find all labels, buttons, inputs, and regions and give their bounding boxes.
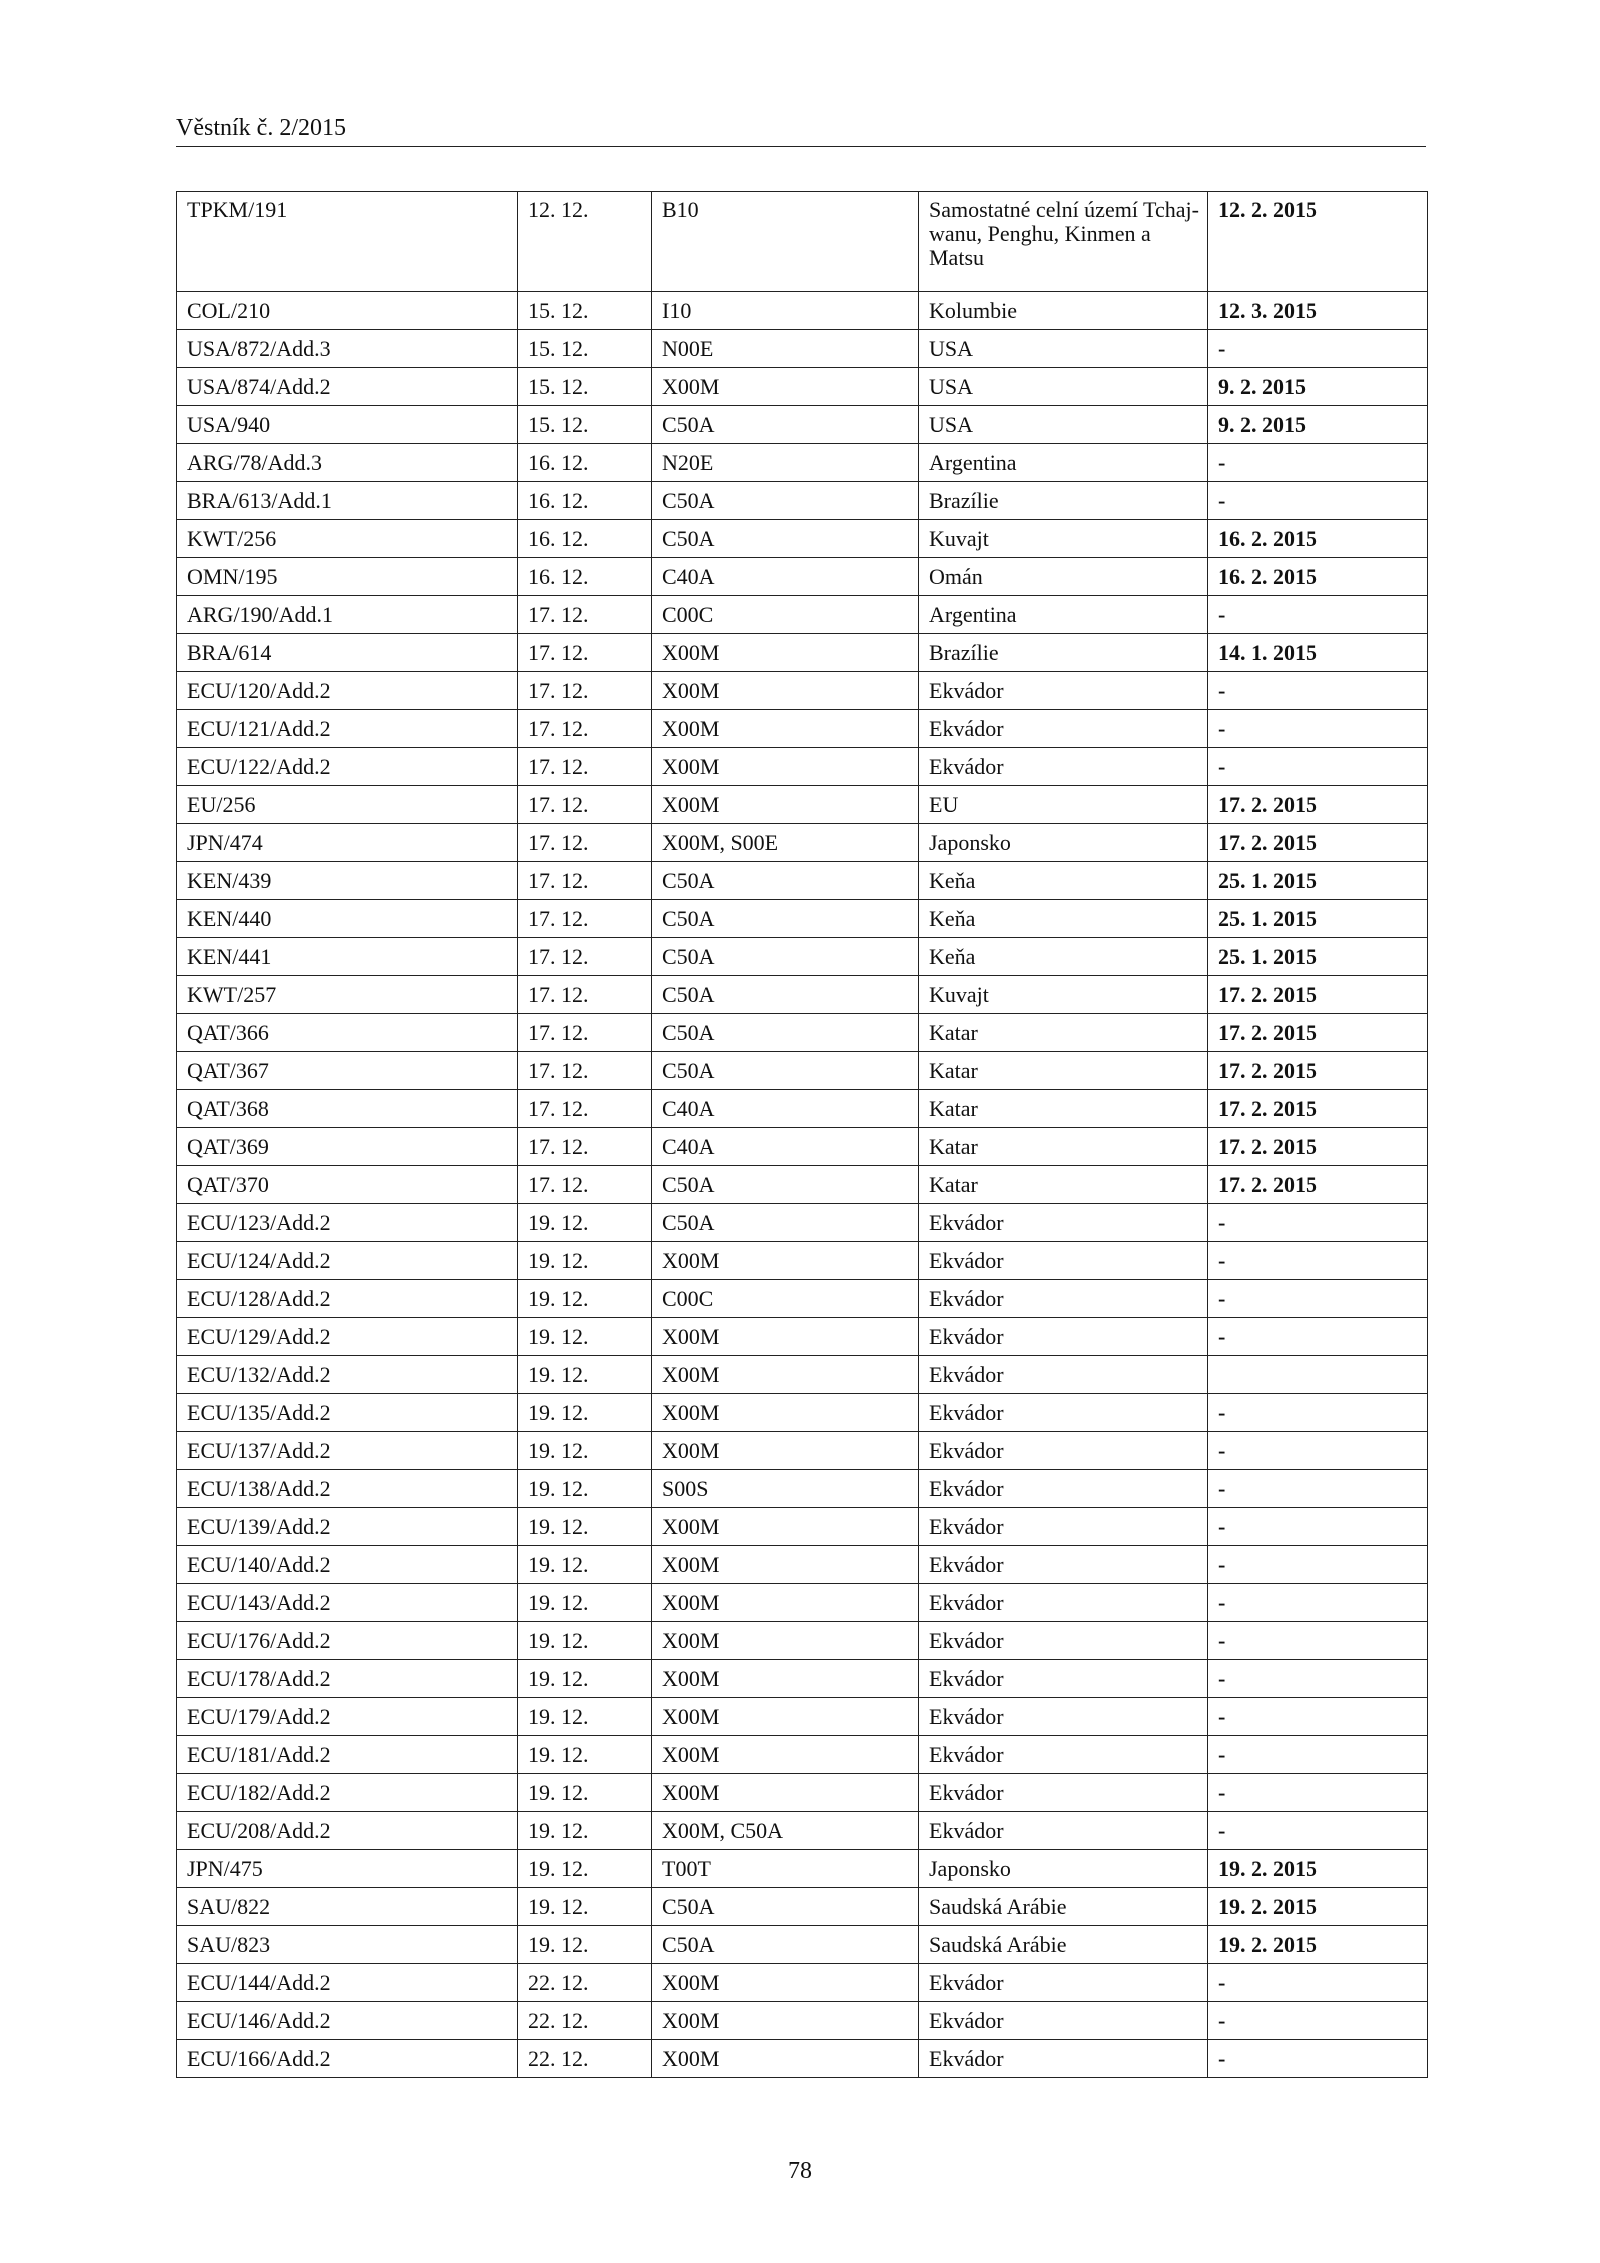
notification-date-cell: 19. 12.	[518, 1736, 652, 1774]
document-code-cell: ECU/122/Add.2	[177, 748, 518, 786]
document-code-cell: QAT/369	[177, 1128, 518, 1166]
deadline-cell: 25. 1. 2015	[1208, 900, 1428, 938]
deadline-cell: -	[1208, 1470, 1428, 1508]
document-code-cell: KEN/441	[177, 938, 518, 976]
table-row	[177, 1394, 1428, 1432]
deadline-cell: 25. 1. 2015	[1208, 862, 1428, 900]
notification-date-cell: 17. 12.	[518, 824, 652, 862]
document-code-cell: ECU/143/Add.2	[177, 1584, 518, 1622]
deadline-cell: -	[1208, 1812, 1428, 1850]
table-row	[177, 1964, 1428, 2002]
document-code-cell: BRA/614	[177, 634, 518, 672]
notification-date-cell: 22. 12.	[518, 1964, 652, 2002]
table-row	[177, 368, 1428, 406]
ics-code-cell: C50A	[652, 1052, 919, 1090]
document-code-cell: KWT/256	[177, 520, 518, 558]
country-cell: Samostatné celní území Tchaj-wanu, Penghu, Kinmen a Matsu	[919, 192, 1208, 292]
notification-date-cell: 19. 12.	[518, 1356, 652, 1394]
country-cell: Ekvádor	[919, 1660, 1208, 1698]
notification-date-cell: 17. 12.	[518, 786, 652, 824]
document-code-cell: TPKM/191	[177, 192, 518, 292]
country-cell: Ekvádor	[919, 1774, 1208, 1812]
table-row	[177, 1850, 1428, 1888]
table-row	[177, 672, 1428, 710]
document-code-cell: QAT/367	[177, 1052, 518, 1090]
country-cell: Kolumbie	[919, 292, 1208, 330]
country-cell: USA	[919, 368, 1208, 406]
country-cell: Omán	[919, 558, 1208, 596]
table-row	[177, 786, 1428, 824]
notification-date-cell: 19. 12.	[518, 1774, 652, 1812]
table-row	[177, 406, 1428, 444]
notification-date-cell: 15. 12.	[518, 330, 652, 368]
document-code-cell: JPN/474	[177, 824, 518, 862]
ics-code-cell: C50A	[652, 1204, 919, 1242]
document-code-cell: ECU/176/Add.2	[177, 1622, 518, 1660]
deadline-cell: 14. 1. 2015	[1208, 634, 1428, 672]
document-code-cell: OMN/195	[177, 558, 518, 596]
deadline-cell: -	[1208, 1736, 1428, 1774]
document-code-cell: ECU/121/Add.2	[177, 710, 518, 748]
document-code-cell: ECU/139/Add.2	[177, 1508, 518, 1546]
table-row	[177, 862, 1428, 900]
country-cell: Ekvádor	[919, 1546, 1208, 1584]
deadline-cell: -	[1208, 1242, 1428, 1280]
notification-date-cell: 17. 12.	[518, 710, 652, 748]
deadline-cell: -	[1208, 2002, 1428, 2040]
notification-date-cell: 22. 12.	[518, 2002, 652, 2040]
ics-code-cell: X00M	[652, 1698, 919, 1736]
ics-code-cell: I10	[652, 292, 919, 330]
country-cell: Kuvajt	[919, 976, 1208, 1014]
document-code-cell: KWT/257	[177, 976, 518, 1014]
country-cell: Japonsko	[919, 1850, 1208, 1888]
document-code-cell: ECU/123/Add.2	[177, 1204, 518, 1242]
ics-code-cell: C50A	[652, 1166, 919, 1204]
table-row	[177, 444, 1428, 482]
document-code-cell: ECU/178/Add.2	[177, 1660, 518, 1698]
country-cell: Katar	[919, 1014, 1208, 1052]
ics-code-cell: S00S	[652, 1470, 919, 1508]
notification-date-cell: 19. 12.	[518, 1204, 652, 1242]
deadline-cell: -	[1208, 748, 1428, 786]
document-code-cell: USA/872/Add.3	[177, 330, 518, 368]
notification-date-cell: 17. 12.	[518, 1090, 652, 1128]
table-row	[177, 1242, 1428, 1280]
ics-code-cell: C50A	[652, 1888, 919, 1926]
document-code-cell: JPN/475	[177, 1850, 518, 1888]
deadline-cell: -	[1208, 1660, 1428, 1698]
table-row	[177, 634, 1428, 672]
table-row	[177, 1812, 1428, 1850]
ics-code-cell: C50A	[652, 1014, 919, 1052]
notification-date-cell: 15. 12.	[518, 292, 652, 330]
country-cell: Ekvádor	[919, 1394, 1208, 1432]
notification-date-cell: 19. 12.	[518, 1926, 652, 1964]
table-row	[177, 1090, 1428, 1128]
country-cell: Keňa	[919, 938, 1208, 976]
ics-code-cell: X00M	[652, 634, 919, 672]
page-title: Věstník č. 2/2015	[176, 115, 346, 141]
deadline-cell: 9. 2. 2015	[1208, 368, 1428, 406]
notification-table	[176, 191, 1428, 2078]
notification-date-cell: 17. 12.	[518, 1166, 652, 1204]
country-cell: Brazílie	[919, 482, 1208, 520]
deadline-cell: 17. 2. 2015	[1208, 786, 1428, 824]
table-row	[177, 1660, 1428, 1698]
ics-code-cell: C50A	[652, 900, 919, 938]
table-row	[177, 1508, 1428, 1546]
notification-date-cell: 19. 12.	[518, 1812, 652, 1850]
document-code-cell: ECU/124/Add.2	[177, 1242, 518, 1280]
table-row	[177, 1698, 1428, 1736]
ics-code-cell: C50A	[652, 938, 919, 976]
document-code-cell: ECU/166/Add.2	[177, 2040, 518, 2078]
table-row	[177, 192, 1428, 292]
deadline-cell: -	[1208, 1280, 1428, 1318]
document-code-cell: QAT/370	[177, 1166, 518, 1204]
document-code-cell: USA/940	[177, 406, 518, 444]
document-code-cell: ECU/208/Add.2	[177, 1812, 518, 1850]
document-code-cell: SAU/822	[177, 1888, 518, 1926]
document-code-cell: QAT/368	[177, 1090, 518, 1128]
country-cell: Saudská Arábie	[919, 1888, 1208, 1926]
ics-code-cell: C50A	[652, 482, 919, 520]
table-body	[177, 192, 1428, 2078]
page-number: 78	[788, 2158, 812, 2184]
ics-code-cell: X00M	[652, 748, 919, 786]
notification-date-cell: 17. 12.	[518, 862, 652, 900]
ics-code-cell: X00M	[652, 368, 919, 406]
country-cell: Keňa	[919, 900, 1208, 938]
deadline-cell: 17. 2. 2015	[1208, 1014, 1428, 1052]
ics-code-cell: X00M	[652, 1318, 919, 1356]
notification-date-cell: 17. 12.	[518, 900, 652, 938]
country-cell: Ekvádor	[919, 1242, 1208, 1280]
deadline-cell: -	[1208, 672, 1428, 710]
deadline-cell: 17. 2. 2015	[1208, 1090, 1428, 1128]
country-cell: Ekvádor	[919, 1356, 1208, 1394]
notification-date-cell: 16. 12.	[518, 482, 652, 520]
country-cell: USA	[919, 330, 1208, 368]
document-code-cell: ECU/179/Add.2	[177, 1698, 518, 1736]
country-cell: Saudská Arábie	[919, 1926, 1208, 1964]
ics-code-cell: C50A	[652, 1926, 919, 1964]
deadline-cell: 17. 2. 2015	[1208, 1166, 1428, 1204]
notification-date-cell: 17. 12.	[518, 976, 652, 1014]
country-cell: Ekvádor	[919, 2040, 1208, 2078]
country-cell: Ekvádor	[919, 1318, 1208, 1356]
notification-date-cell: 19. 12.	[518, 1888, 652, 1926]
notification-date-cell: 17. 12.	[518, 672, 652, 710]
deadline-cell: 19. 2. 2015	[1208, 1850, 1428, 1888]
notification-date-cell: 19. 12.	[518, 1394, 652, 1432]
table-row	[177, 1736, 1428, 1774]
document-code-cell: ECU/144/Add.2	[177, 1964, 518, 2002]
notification-date-cell: 12. 12.	[518, 192, 652, 292]
notification-date-cell: 16. 12.	[518, 520, 652, 558]
country-cell: Ekvádor	[919, 672, 1208, 710]
document-code-cell: USA/874/Add.2	[177, 368, 518, 406]
deadline-cell: -	[1208, 1432, 1428, 1470]
country-cell: EU	[919, 786, 1208, 824]
ics-code-cell: N20E	[652, 444, 919, 482]
notification-date-cell: 17. 12.	[518, 938, 652, 976]
notification-date-cell: 19. 12.	[518, 1850, 652, 1888]
notification-date-cell: 19. 12.	[518, 1584, 652, 1622]
deadline-cell: -	[1208, 1508, 1428, 1546]
table-row	[177, 938, 1428, 976]
deadline-cell: -	[1208, 482, 1428, 520]
document-code-cell: ECU/129/Add.2	[177, 1318, 518, 1356]
document-code-cell: ECU/128/Add.2	[177, 1280, 518, 1318]
table-row	[177, 558, 1428, 596]
table-row	[177, 1926, 1428, 1964]
deadline-cell: 12. 3. 2015	[1208, 292, 1428, 330]
country-cell: Ekvádor	[919, 1470, 1208, 1508]
notification-date-cell: 17. 12.	[518, 1014, 652, 1052]
country-cell: Ekvádor	[919, 1508, 1208, 1546]
ics-code-cell: X00M	[652, 1432, 919, 1470]
table-row	[177, 520, 1428, 558]
deadline-cell: 25. 1. 2015	[1208, 938, 1428, 976]
ics-code-cell: X00M	[652, 1546, 919, 1584]
notification-date-cell: 19. 12.	[518, 1546, 652, 1584]
country-cell: Katar	[919, 1166, 1208, 1204]
country-cell: Ekvádor	[919, 1736, 1208, 1774]
document-code-cell: ECU/120/Add.2	[177, 672, 518, 710]
table-row	[177, 1166, 1428, 1204]
table-row	[177, 482, 1428, 520]
document-code-cell: KEN/439	[177, 862, 518, 900]
notification-date-cell: 17. 12.	[518, 634, 652, 672]
document-code-cell: ECU/181/Add.2	[177, 1736, 518, 1774]
table-row	[177, 710, 1428, 748]
country-cell: Japonsko	[919, 824, 1208, 862]
notification-date-cell: 22. 12.	[518, 2040, 652, 2078]
deadline-cell: -	[1208, 1546, 1428, 1584]
document-code-cell: SAU/823	[177, 1926, 518, 1964]
table-row	[177, 976, 1428, 1014]
ics-code-cell: C50A	[652, 406, 919, 444]
deadline-cell: -	[1208, 330, 1428, 368]
table-row	[177, 1052, 1428, 1090]
table-row	[177, 1888, 1428, 1926]
ics-code-cell: X00M	[652, 1356, 919, 1394]
notification-date-cell: 16. 12.	[518, 558, 652, 596]
document-code-cell: ECU/138/Add.2	[177, 1470, 518, 1508]
deadline-cell: 16. 2. 2015	[1208, 558, 1428, 596]
page-header	[176, 110, 1426, 147]
table-row	[177, 1622, 1428, 1660]
document-code-cell: ECU/137/Add.2	[177, 1432, 518, 1470]
document-code-cell: BRA/613/Add.1	[177, 482, 518, 520]
ics-code-cell: C40A	[652, 558, 919, 596]
document-code-cell: ECU/140/Add.2	[177, 1546, 518, 1584]
deadline-cell: -	[1208, 1622, 1428, 1660]
table-row	[177, 1546, 1428, 1584]
country-cell: Ekvádor	[919, 1698, 1208, 1736]
ics-code-cell: X00M	[652, 786, 919, 824]
country-cell: Ekvádor	[919, 1622, 1208, 1660]
document-code-cell: ECU/135/Add.2	[177, 1394, 518, 1432]
notification-date-cell: 19. 12.	[518, 1622, 652, 1660]
deadline-cell: 17. 2. 2015	[1208, 976, 1428, 1014]
deadline-cell: -	[1208, 1394, 1428, 1432]
ics-code-cell: X00M	[652, 1242, 919, 1280]
deadline-cell: 19. 2. 2015	[1208, 1888, 1428, 1926]
country-cell: Katar	[919, 1090, 1208, 1128]
table-row	[177, 824, 1428, 862]
table-row	[177, 596, 1428, 634]
document-code-cell: ARG/190/Add.1	[177, 596, 518, 634]
ics-code-cell: C50A	[652, 976, 919, 1014]
notification-date-cell: 19. 12.	[518, 1660, 652, 1698]
country-cell: Katar	[919, 1052, 1208, 1090]
document-code-cell: ECU/146/Add.2	[177, 2002, 518, 2040]
ics-code-cell: X00M	[652, 1394, 919, 1432]
table-row	[177, 1356, 1428, 1394]
ics-code-cell: X00M	[652, 2002, 919, 2040]
ics-code-cell: X00M	[652, 1660, 919, 1698]
ics-code-cell: C40A	[652, 1128, 919, 1166]
notification-date-cell: 17. 12.	[518, 596, 652, 634]
ics-code-cell: X00M	[652, 1964, 919, 2002]
document-code-cell: KEN/440	[177, 900, 518, 938]
deadline-cell: -	[1208, 710, 1428, 748]
country-cell: Ekvádor	[919, 2002, 1208, 2040]
country-cell: Keňa	[919, 862, 1208, 900]
deadline-cell: -	[1208, 1204, 1428, 1242]
table-row	[177, 1774, 1428, 1812]
country-cell: Brazílie	[919, 634, 1208, 672]
ics-code-cell: X00M	[652, 1622, 919, 1660]
country-cell: USA	[919, 406, 1208, 444]
country-cell: Ekvádor	[919, 1584, 1208, 1622]
country-cell: Katar	[919, 1128, 1208, 1166]
country-cell: Ekvádor	[919, 748, 1208, 786]
notification-date-cell: 17. 12.	[518, 748, 652, 786]
country-cell: Ekvádor	[919, 1432, 1208, 1470]
deadline-cell: -	[1208, 1584, 1428, 1622]
deadline-cell: -	[1208, 1964, 1428, 2002]
notification-date-cell: 19. 12.	[518, 1698, 652, 1736]
country-cell: Argentina	[919, 444, 1208, 482]
country-cell: Ekvádor	[919, 1964, 1208, 2002]
country-cell: Kuvajt	[919, 520, 1208, 558]
deadline-cell	[1208, 1356, 1428, 1394]
deadline-cell: -	[1208, 1698, 1428, 1736]
table-row	[177, 2040, 1428, 2078]
ics-code-cell: X00M	[652, 2040, 919, 2078]
table-row	[177, 292, 1428, 330]
document-code-cell: ARG/78/Add.3	[177, 444, 518, 482]
ics-code-cell: C00C	[652, 596, 919, 634]
document-code-cell: ECU/182/Add.2	[177, 1774, 518, 1812]
ics-code-cell: N00E	[652, 330, 919, 368]
deadline-cell: 17. 2. 2015	[1208, 1128, 1428, 1166]
document-code-cell: ECU/132/Add.2	[177, 1356, 518, 1394]
notification-date-cell: 17. 12.	[518, 1128, 652, 1166]
notification-date-cell: 19. 12.	[518, 1280, 652, 1318]
table-row	[177, 1470, 1428, 1508]
country-cell: Ekvádor	[919, 1280, 1208, 1318]
deadline-cell: 19. 2. 2015	[1208, 1926, 1428, 1964]
ics-code-cell: X00M, C50A	[652, 1812, 919, 1850]
ics-code-cell: X00M	[652, 1774, 919, 1812]
table-row	[177, 748, 1428, 786]
ics-code-cell: C50A	[652, 520, 919, 558]
document-code-cell: COL/210	[177, 292, 518, 330]
ics-code-cell: C50A	[652, 862, 919, 900]
ics-code-cell: X00M, S00E	[652, 824, 919, 862]
notification-date-cell: 19. 12.	[518, 1318, 652, 1356]
ics-code-cell: T00T	[652, 1850, 919, 1888]
ics-code-cell: X00M	[652, 710, 919, 748]
deadline-cell: 16. 2. 2015	[1208, 520, 1428, 558]
document-code-cell: QAT/366	[177, 1014, 518, 1052]
notification-date-cell: 19. 12.	[518, 1470, 652, 1508]
table-row	[177, 1128, 1428, 1166]
table-row	[177, 900, 1428, 938]
notification-date-cell: 17. 12.	[518, 1052, 652, 1090]
notification-date-cell: 19. 12.	[518, 1432, 652, 1470]
notification-date-cell: 19. 12.	[518, 1242, 652, 1280]
document-code-cell: EU/256	[177, 786, 518, 824]
ics-code-cell: X00M	[652, 1736, 919, 1774]
notification-date-cell: 19. 12.	[518, 1508, 652, 1546]
notification-date-cell: 15. 12.	[518, 368, 652, 406]
deadline-cell: 9. 2. 2015	[1208, 406, 1428, 444]
country-cell: Ekvádor	[919, 1204, 1208, 1242]
ics-code-cell: X00M	[652, 672, 919, 710]
table-row	[177, 1204, 1428, 1242]
notification-date-cell: 16. 12.	[518, 444, 652, 482]
deadline-cell: -	[1208, 2040, 1428, 2078]
table-row	[177, 1318, 1428, 1356]
table-row	[177, 2002, 1428, 2040]
table-row	[177, 1014, 1428, 1052]
ics-code-cell: C00C	[652, 1280, 919, 1318]
country-cell: Argentina	[919, 596, 1208, 634]
ics-code-cell: X00M	[652, 1584, 919, 1622]
ics-code-cell: B10	[652, 192, 919, 292]
ics-code-cell: X00M	[652, 1508, 919, 1546]
deadline-cell: 17. 2. 2015	[1208, 824, 1428, 862]
notification-date-cell: 15. 12.	[518, 406, 652, 444]
ics-code-cell: C40A	[652, 1090, 919, 1128]
deadline-cell: -	[1208, 1318, 1428, 1356]
deadline-cell: 17. 2. 2015	[1208, 1052, 1428, 1090]
deadline-cell: -	[1208, 444, 1428, 482]
table-row	[177, 1280, 1428, 1318]
deadline-cell: -	[1208, 596, 1428, 634]
deadline-cell: -	[1208, 1774, 1428, 1812]
table-row	[177, 1584, 1428, 1622]
deadline-cell: 12. 2. 2015	[1208, 192, 1428, 292]
table-row	[177, 330, 1428, 368]
table-row	[177, 1432, 1428, 1470]
country-cell: Ekvádor	[919, 710, 1208, 748]
country-cell: Ekvádor	[919, 1812, 1208, 1850]
